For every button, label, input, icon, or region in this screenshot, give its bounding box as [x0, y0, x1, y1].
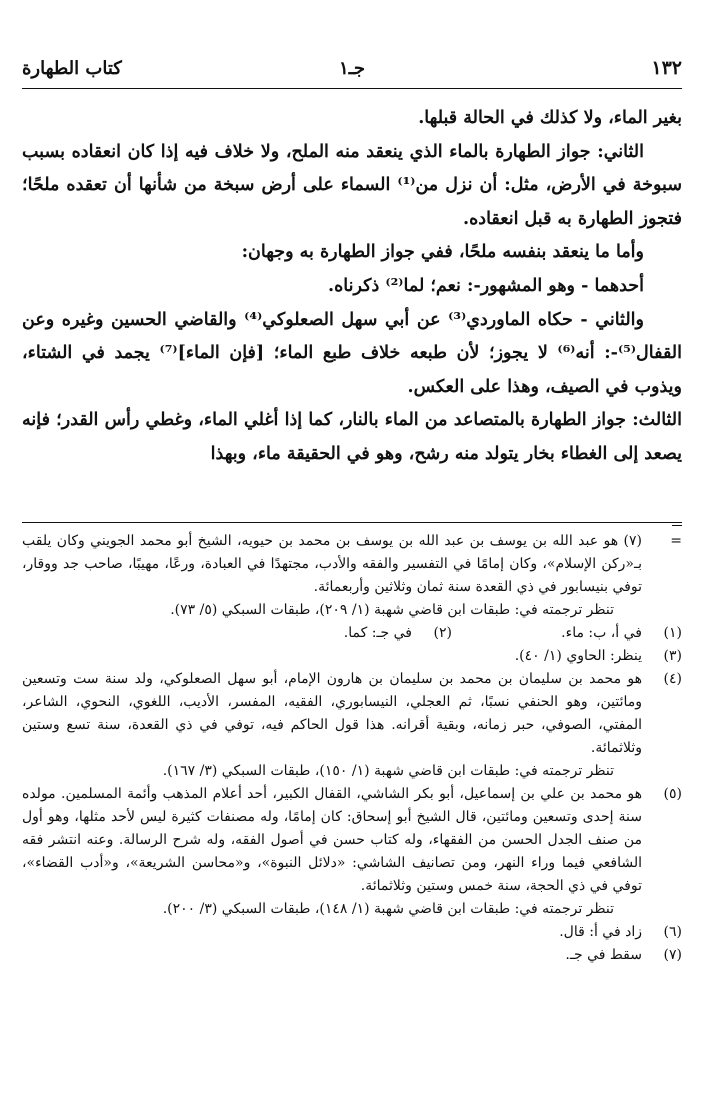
footnote-number: (٣) [663, 648, 682, 664]
footnote-4-text: هو محمد بن سليمان بن محمد بن سليمان بن هارون الإمام، أبو سهل الصعلوكي، ولد سنة ست وتسعين ومائتين، وهو الحنفي نسبًا، ثم العجلي، النيسابوري، الفقيه، المفسر، الأديب، اللغوي، النحوي، الشاعر، المفتي، الصوفي، حبر زمانه، وبقية أقرانه. هذا قول الحاكم فيه، توفي في ذي القعدة، سنة تسع وستين وثلاثمائة. [22, 671, 642, 756]
footnote-1-text: في أ، ب: ماء. [561, 625, 642, 641]
footnote-3-text: ينظر: الحاوي (١/ ٤٠). [514, 648, 642, 664]
footnote-1-2 [22, 622, 682, 645]
footnote-5-text: هو محمد بن علي بن إسماعيل، أبو بكر الشاشي، القفال الكبير، أحد أعلام المذهب وأئمة المسلمين. مولده سنة إحدى وتسعين ومائتين، قال الشيخ أبو إسحاق: كان إمامًا، وله مصنفات كثيرة ليس لأحد مثلها، وهو أول من صنف الجدل الحسن من الفقهاء، وله كتاب حسن في أصول الفقه، وله شرح الرسالة. وعنه انتشر فقه الشافعي فيما وراء النهر، ومن تصانيف الشاشي: «دلائل النبوة»، و«محاسن الشريعة»، و«أدب القضاء»، توفي في ذي الحجة، سنة خمس وستين وثلاثمائة. [22, 786, 642, 894]
footnote-3 [22, 645, 682, 668]
footnote-6-text: زاد في أ: قال. [559, 924, 642, 940]
paragraph-1: بغير الماء، ولا كذلك في الحالة قبلها. [418, 108, 682, 128]
paragraph-3: وأما ما ينعقد بنفسه ملحًا، ففي جواز الطهارة به وجهان: [241, 242, 644, 263]
volume-label: جـ١ [338, 57, 366, 79]
footnote-4-ref: تنظر ترجمته في: طبقات ابن قاضي شهبة (١/ ١٥٠)، طبقات السبكي (٣/ ١٦٧). [162, 763, 614, 779]
footnote-number: (٦) [663, 924, 682, 940]
footnote-5-ref: تنظر ترجمته في: طبقات ابن قاضي شهبة (١/ ١٤٨)، طبقات السبكي (٣/ ٢٠٠). [162, 901, 614, 917]
footnote-continued-text: (٧) هو عبد الله بن يوسف بن عبد الله بن يوسف بن محمد بن حيويه، الشيخ أبو محمد الجويني وكان يلقب بـ«ركن الإسلام»، وكان إمامًا في التفسير والفقه والأدب، مجتهدًا في العبادة، ورعًا، مهيبًا، صاحب جد ووقار، توفي بنيسابور في ذي القعدة سنة ثمان وثلاثين وأربعمائة. [22, 533, 642, 595]
footnote-2-text: في جـ: كما. [343, 625, 412, 641]
footnote-separator [22, 522, 682, 527]
footnote-continued-ref: تنظر ترجمته في: طبقات ابن قاضي شهبة (١/ ٢٠٩)، طبقات السبكي (٥/ ٧٣). [170, 602, 614, 618]
footnote-number: (١) [663, 625, 682, 641]
footnote-number: (٤) [663, 671, 682, 687]
footnote-4 [22, 668, 682, 783]
footnote-5 [22, 783, 682, 921]
footnote-number: (٢) [433, 625, 452, 641]
paragraph-4: أحدهما - وهو المشهور-: نعم؛ لما⁽²⁾ ذكرناه. [328, 275, 644, 296]
main-text [22, 102, 682, 472]
book-title: كتاب الطهارة [22, 57, 122, 79]
footnote-6 [22, 921, 682, 944]
footnote-continued [22, 530, 682, 622]
paragraph-6: الثالث: جواز الطهارة بالمتصاعد من الماء بالنار، كما إذا أغلي الماء، وغطي رأس القدر؛ فإنه يصعد إلى الغطاء بخار يتولد منه رشح، وهو في الحقيقة ماء، وبهذا [22, 410, 682, 464]
continuation-mark: = [670, 533, 682, 549]
footnotes [22, 530, 682, 967]
paragraph-2: الثاني: جواز الطهارة بالماء الذي ينعقد منه الملح، ولا خلاف فيه إذا كان انعقاده بسبب سبوخة في الأرض، مثل: أن نزل من⁽¹⁾ السماء على أرض سبخة من شأنها أن تعقده ملحًا؛ فتجوز الطهارة به قبل انعقاده. [22, 141, 682, 229]
footnote-number: (٥) [663, 786, 682, 802]
footnote-7-text: سقط في جـ. [565, 947, 642, 963]
paragraph-5: والثاني - حكاه الماوردي⁽³⁾ عن أبي سهل الصعلوكي⁽⁴⁾ والقاضي الحسين وغيره وعن القفال⁽⁵⁾-: أنه⁽⁶⁾ لا يجوز؛ لأن طبعه خلاف طبع الماء؛ [فإن الماء]⁽⁷⁾ يجمد في الشتاء، ويذوب في الصيف، وهذا على العكس. [22, 309, 683, 397]
running-header [22, 48, 682, 89]
footnote-7 [22, 944, 682, 967]
footnote-number: (٧) [663, 947, 682, 963]
page-number: ١٣٢ [651, 57, 682, 79]
